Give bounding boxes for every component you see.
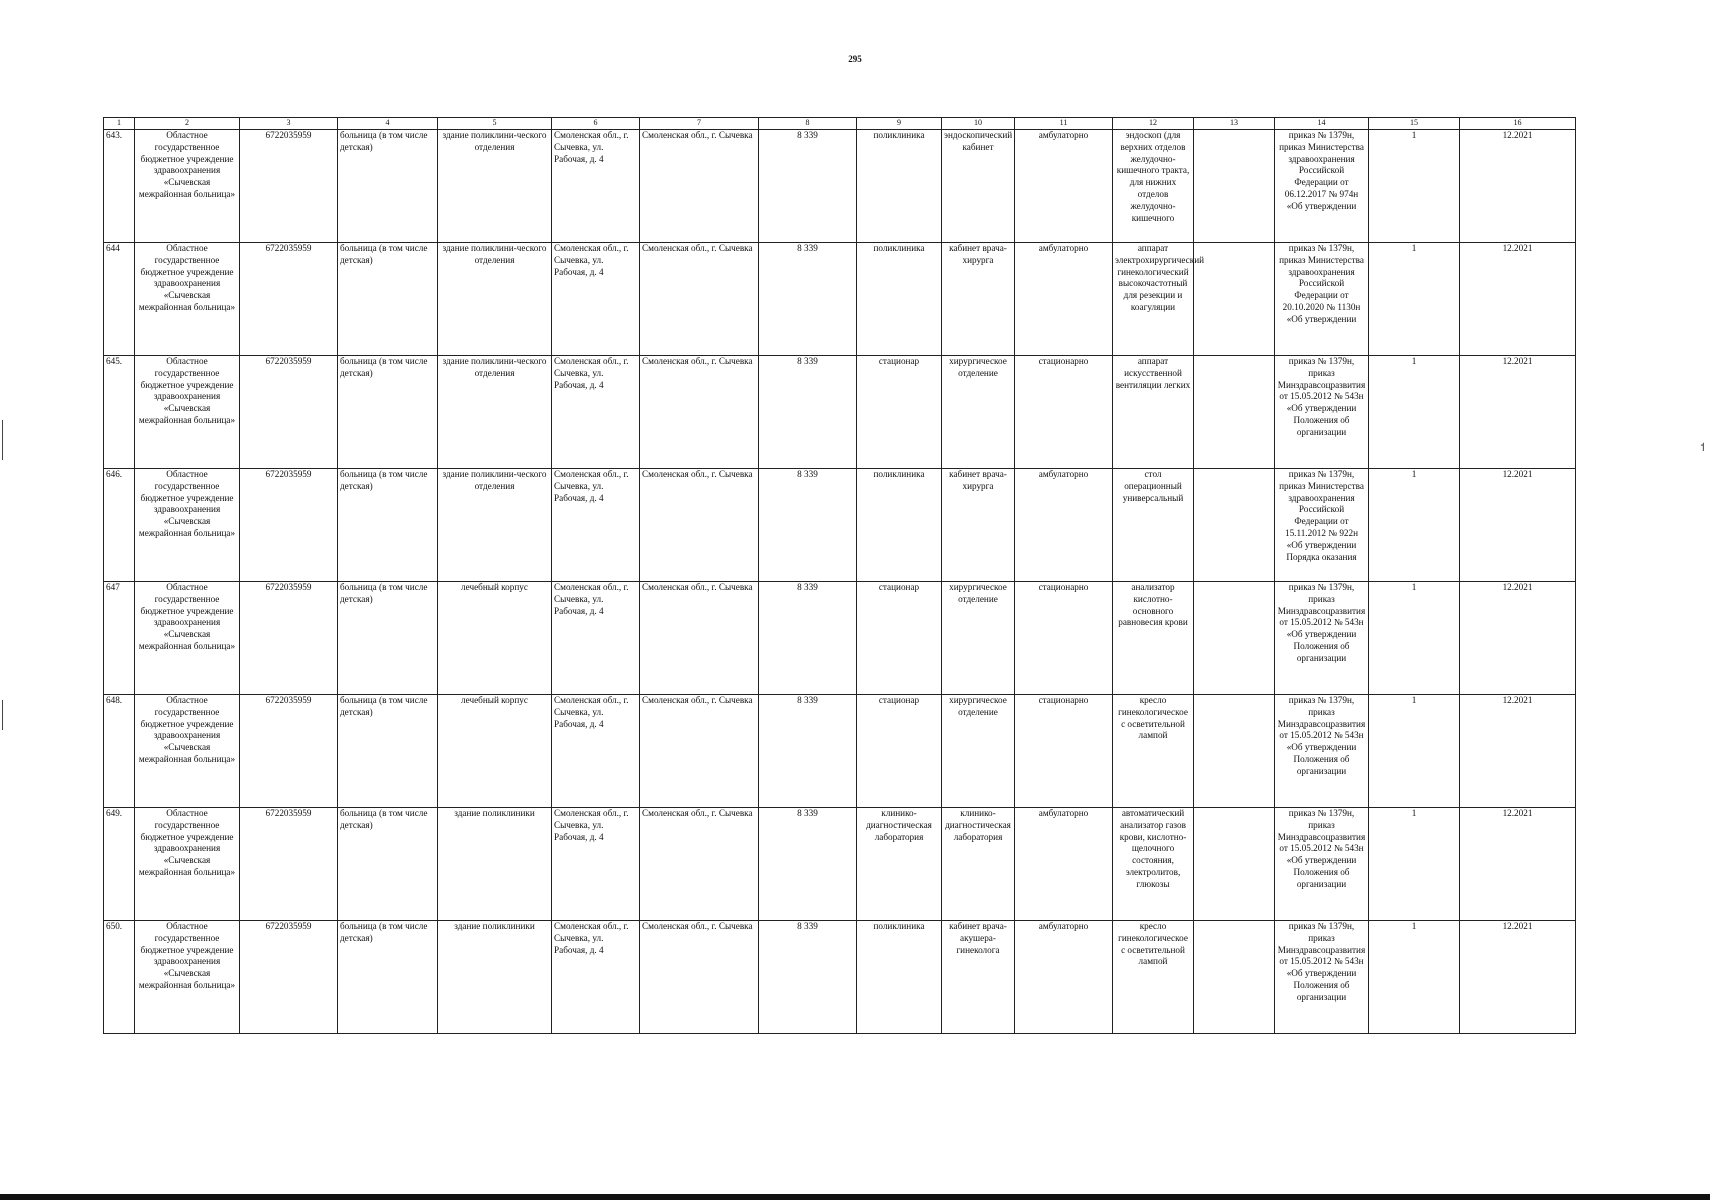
cell-inn: 6722035959: [240, 243, 338, 356]
cell-unit: стационар: [857, 695, 942, 808]
cell-order-reference: приказ № 1379н, приказ Минздравсоцразвития от 15.05.2012 № 543н «Об утверждении Положения об организации: [1275, 356, 1369, 469]
cell-date: 12.2021: [1460, 808, 1576, 921]
cell-code: 8 339: [759, 921, 857, 1034]
cell-equipment: аппарат искусственной вентиляции легких: [1113, 356, 1194, 469]
table-row: [104, 695, 1576, 808]
cell-order-reference: приказ № 1379н, приказ Министерства здравоохранения Российской Федерации от 15.11.2012 № 922н «Об утверждении Порядка оказания: [1275, 469, 1369, 582]
cell-building: здание поликлини-ческого отделения: [438, 356, 552, 469]
cell-column-13: [1194, 582, 1275, 695]
cell-date: 12.2021: [1460, 356, 1576, 469]
cell-building: здание поликлини-ческого отделения: [438, 130, 552, 243]
cell-column-13: [1194, 356, 1275, 469]
cell-inn: 6722035959: [240, 921, 338, 1034]
cell-order-reference: приказ № 1379н, приказ Минздравсоцразвития от 15.05.2012 № 543н «Об утверждении Положения об организации: [1275, 695, 1369, 808]
cell-unit: поликлиника: [857, 921, 942, 1034]
cell-organization-name: Областное государственное бюджетное учреждение здравоохранения «Сычевская межрайонная больница»: [135, 808, 240, 921]
cell-locality: Смоленская обл., г. Сычевка: [640, 582, 759, 695]
column-number-9: 9: [857, 118, 942, 130]
table-row: [104, 921, 1576, 1034]
cell-organization-name: Областное государственное бюджетное учреждение здравоохранения «Сычевская межрайонная больница»: [135, 356, 240, 469]
cell-inn: 6722035959: [240, 695, 338, 808]
column-number-15: 15: [1369, 118, 1460, 130]
left-edge-mark-2: [2, 700, 3, 730]
cell-address: Смоленская обл., г. Сычевка, ул. Рабочая, д. 4: [552, 243, 640, 356]
cell-quantity: 1: [1369, 582, 1460, 695]
cell-institution-type: больница (в том числе детская): [338, 469, 438, 582]
cell-row-number: 646.: [104, 469, 135, 582]
cell-room: кабинет врача-хирурга: [942, 469, 1015, 582]
cell-code: 8 339: [759, 356, 857, 469]
cell-room: хирургическое отделение: [942, 356, 1015, 469]
cell-column-13: [1194, 921, 1275, 1034]
cell-inn: 6722035959: [240, 469, 338, 582]
cell-institution-type: больница (в том числе детская): [338, 356, 438, 469]
cell-institution-type: больница (в том числе детская): [338, 695, 438, 808]
cell-locality: Смоленская обл., г. Сычевка: [640, 243, 759, 356]
column-number-12: 12: [1113, 118, 1194, 130]
cell-code: 8 339: [759, 582, 857, 695]
cell-code: 8 339: [759, 695, 857, 808]
cell-address: Смоленская обл., г. Сычевка, ул. Рабочая, д. 4: [552, 695, 640, 808]
cell-organization-name: Областное государственное бюджетное учреждение здравоохранения «Сычевская межрайонная больница»: [135, 582, 240, 695]
cell-quantity: 1: [1369, 921, 1460, 1034]
cell-building: лечебный корпус: [438, 582, 552, 695]
cell-inn: 6722035959: [240, 356, 338, 469]
cell-column-13: [1194, 469, 1275, 582]
cell-code: 8 339: [759, 469, 857, 582]
cell-equipment: аппарат электрохирургический гинекологический высокочастотный для резекции и коагуляции: [1113, 243, 1194, 356]
column-number-14: 14: [1275, 118, 1369, 130]
cell-address: Смоленская обл., г. Сычевка, ул. Рабочая, д. 4: [552, 356, 640, 469]
cell-address: Смоленская обл., г. Сычевка, ул. Рабочая, д. 4: [552, 808, 640, 921]
cell-quantity: 1: [1369, 808, 1460, 921]
table-row: [104, 808, 1576, 921]
cell-row-number: 647: [104, 582, 135, 695]
cell-care-form: стационарно: [1015, 356, 1113, 469]
column-number-1: 1: [104, 118, 135, 130]
cell-institution-type: больница (в том числе детская): [338, 243, 438, 356]
cell-row-number: 649.: [104, 808, 135, 921]
cell-unit: поликлиника: [857, 243, 942, 356]
cell-care-form: стационарно: [1015, 695, 1113, 808]
column-number-4: 4: [338, 118, 438, 130]
cell-date: 12.2021: [1460, 469, 1576, 582]
cell-unit: стационар: [857, 356, 942, 469]
cell-inn: 6722035959: [240, 808, 338, 921]
column-number-5: 5: [438, 118, 552, 130]
cell-institution-type: больница (в том числе детская): [338, 130, 438, 243]
cell-row-number: 645.: [104, 356, 135, 469]
column-number-3: 3: [240, 118, 338, 130]
table-row: [104, 469, 1576, 582]
cell-equipment: эндоскоп (для верхних отделов желудочно-кишечного тракта, для нижних отделов желудочно-кишечного: [1113, 130, 1194, 243]
cell-code: 8 339: [759, 130, 857, 243]
cell-organization-name: Областное государственное бюджетное учреждение здравоохранения «Сычевская межрайонная больница»: [135, 695, 240, 808]
cell-order-reference: приказ № 1379н, приказ Минздравсоцразвития от 15.05.2012 № 543н «Об утверждении Положения об организации: [1275, 582, 1369, 695]
cell-building: здание поликлини-ческого отделения: [438, 469, 552, 582]
cell-address: Смоленская обл., г. Сычевка, ул. Рабочая, д. 4: [552, 582, 640, 695]
cell-unit: поликлиника: [857, 130, 942, 243]
register-table: [103, 117, 1576, 1034]
table-row: [104, 130, 1576, 243]
cell-row-number: 650.: [104, 921, 135, 1034]
cell-equipment: стол операционный универсальный: [1113, 469, 1194, 582]
column-number-7: 7: [640, 118, 759, 130]
column-number-6: 6: [552, 118, 640, 130]
cell-building: лечебный корпус: [438, 695, 552, 808]
cell-column-13: [1194, 130, 1275, 243]
cell-locality: Смоленская обл., г. Сычевка: [640, 130, 759, 243]
cell-date: 12.2021: [1460, 582, 1576, 695]
cell-date: 12.2021: [1460, 695, 1576, 808]
cell-equipment: автоматический анализатор газов крови, кислотно-щелочного состояния, электролитов, глюкозы: [1113, 808, 1194, 921]
table-row: [104, 356, 1576, 469]
cell-building: здание поликлиники: [438, 808, 552, 921]
cell-row-number: 643.: [104, 130, 135, 243]
cell-quantity: 1: [1369, 130, 1460, 243]
column-number-16: 16: [1460, 118, 1576, 130]
cell-order-reference: приказ № 1379н, приказ Министерства здравоохранения Российской Федерации от 06.12.2017 № 974н «Об утверждении: [1275, 130, 1369, 243]
cell-institution-type: больница (в том числе детская): [338, 808, 438, 921]
cell-locality: Смоленская обл., г. Сычевка: [640, 469, 759, 582]
left-edge-mark: [2, 420, 3, 460]
page-number: 295: [848, 54, 862, 64]
cell-equipment: кресло гинекологическое с осветительной лампой: [1113, 921, 1194, 1034]
cell-order-reference: приказ № 1379н, приказ Минздравсоцразвития от 15.05.2012 № 543н «Об утверждении Положения об организации: [1275, 808, 1369, 921]
column-number-2: 2: [135, 118, 240, 130]
cell-room: хирургическое отделение: [942, 582, 1015, 695]
cell-order-reference: приказ № 1379н, приказ Минздравсоцразвития от 15.05.2012 № 543н «Об утверждении Положения об организации: [1275, 921, 1369, 1034]
cell-care-form: амбулаторно: [1015, 130, 1113, 243]
cell-room: клинико-диагностическая лаборатория: [942, 808, 1015, 921]
right-edge-mark: ˦: [1700, 440, 1705, 454]
cell-address: Смоленская обл., г. Сычевка, ул. Рабочая, д. 4: [552, 921, 640, 1034]
cell-organization-name: Областное государственное бюджетное учреждение здравоохранения «Сычевская межрайонная больница»: [135, 130, 240, 243]
cell-unit: поликлиника: [857, 469, 942, 582]
cell-column-13: [1194, 243, 1275, 356]
column-number-11: 11: [1015, 118, 1113, 130]
scan-bottom-edge: [0, 1194, 1710, 1200]
cell-date: 12.2021: [1460, 921, 1576, 1034]
cell-date: 12.2021: [1460, 130, 1576, 243]
cell-locality: Смоленская обл., г. Сычевка: [640, 356, 759, 469]
cell-inn: 6722035959: [240, 130, 338, 243]
cell-organization-name: Областное государственное бюджетное учреждение здравоохранения «Сычевская межрайонная больница»: [135, 243, 240, 356]
cell-locality: Смоленская обл., г. Сычевка: [640, 808, 759, 921]
cell-quantity: 1: [1369, 695, 1460, 808]
cell-quantity: 1: [1369, 243, 1460, 356]
table-row: [104, 243, 1576, 356]
cell-unit: стационар: [857, 582, 942, 695]
cell-code: 8 339: [759, 808, 857, 921]
cell-row-number: 644: [104, 243, 135, 356]
cell-equipment: анализатор кислотно-основного равновесия крови: [1113, 582, 1194, 695]
cell-institution-type: больница (в том числе детская): [338, 582, 438, 695]
cell-care-form: стационарно: [1015, 582, 1113, 695]
cell-organization-name: Областное государственное бюджетное учреждение здравоохранения «Сычевская межрайонная больница»: [135, 469, 240, 582]
cell-room: эндоскопический кабинет: [942, 130, 1015, 243]
cell-locality: Смоленская обл., г. Сычевка: [640, 695, 759, 808]
cell-order-reference: приказ № 1379н, приказ Министерства здравоохранения Российской Федерации от 20.10.2020 № 1130н «Об утверждении: [1275, 243, 1369, 356]
cell-room: кабинет врача-хирурга: [942, 243, 1015, 356]
cell-organization-name: Областное государственное бюджетное учреждение здравоохранения «Сычевская межрайонная больница»: [135, 921, 240, 1034]
cell-building: здание поликлиники: [438, 921, 552, 1034]
cell-date: 12.2021: [1460, 243, 1576, 356]
table-row: [104, 582, 1576, 695]
column-number-13: 13: [1194, 118, 1275, 130]
cell-care-form: амбулаторно: [1015, 921, 1113, 1034]
cell-care-form: амбулаторно: [1015, 469, 1113, 582]
cell-care-form: амбулаторно: [1015, 808, 1113, 921]
cell-inn: 6722035959: [240, 582, 338, 695]
cell-care-form: амбулаторно: [1015, 243, 1113, 356]
cell-locality: Смоленская обл., г. Сычевка: [640, 921, 759, 1034]
column-number-8: 8: [759, 118, 857, 130]
cell-column-13: [1194, 695, 1275, 808]
cell-room: кабинет врача-акушера-гинеколога: [942, 921, 1015, 1034]
cell-building: здание поликлини-ческого отделения: [438, 243, 552, 356]
cell-room: хирургическое отделение: [942, 695, 1015, 808]
cell-row-number: 648.: [104, 695, 135, 808]
cell-column-13: [1194, 808, 1275, 921]
column-number-row: [104, 118, 1576, 130]
cell-code: 8 339: [759, 243, 857, 356]
cell-address: Смоленская обл., г. Сычевка, ул. Рабочая, д. 4: [552, 130, 640, 243]
cell-unit: клинико-диагностическая лаборатория: [857, 808, 942, 921]
cell-equipment: кресло гинекологическое с осветительной лампой: [1113, 695, 1194, 808]
cell-quantity: 1: [1369, 469, 1460, 582]
column-number-10: 10: [942, 118, 1015, 130]
table-body: [104, 130, 1576, 1034]
cell-quantity: 1: [1369, 356, 1460, 469]
cell-institution-type: больница (в том числе детская): [338, 921, 438, 1034]
cell-address: Смоленская обл., г. Сычевка, ул. Рабочая, д. 4: [552, 469, 640, 582]
